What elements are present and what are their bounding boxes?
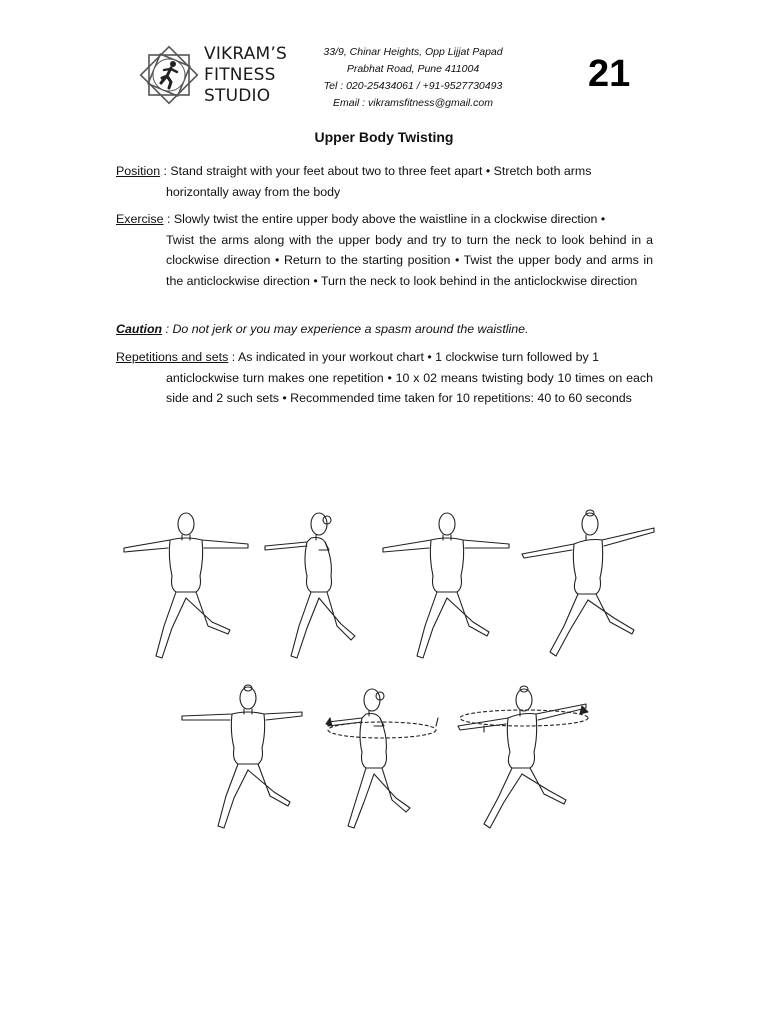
exercise-illustration-row-2 (178, 682, 594, 832)
position-label: Position (116, 164, 161, 178)
caution-label: Caution (116, 322, 163, 336)
brand-name (204, 44, 287, 107)
figure-front-standing (116, 506, 251, 661)
exercise-illustration-row-1 (116, 506, 658, 661)
caution-section (116, 319, 653, 340)
address-line-1: 33/9, Chinar Heights, Opp Lijjat Papad (323, 46, 503, 58)
repetitions-label: Repetitions and sets (116, 350, 229, 364)
caution-text: : Do not jerk or you may experience a spasm around the waistline. (162, 322, 529, 336)
email: Email : vikramsfitness@gmail.com (332, 97, 494, 109)
repetitions-sep: : (228, 350, 238, 364)
runner-logo-icon (136, 42, 202, 108)
figure-twist-clockwise (261, 506, 373, 661)
brand-line-1: VIKRAM’S (204, 44, 288, 64)
position-section (116, 161, 653, 202)
repetitions-section (116, 347, 653, 409)
studio-address (318, 44, 508, 112)
telephone: Tel : 020-25434061 / +91-9527730493 (323, 80, 503, 92)
exercise-sep: : (163, 212, 174, 226)
figure-return-center (379, 506, 514, 661)
repetitions-text: anticlockwise turn makes one repetition • 10 x 02 means twisting body 10 times on each side and 2 such sets • Recommended time taken for 10 repetitions: 40 to 60 seconds (166, 370, 653, 405)
repetitions-line1: As indicated in your workout chart • 1 clockwise turn followed by 1 (237, 350, 600, 364)
exercise-text: Twist the arms along with the upper body and try to turn the neck to look behind in a clockwise direction • Return to the starting position • Twist the upper body and arms in the anticlockwise direction • Turn the neck to look behind in the anticlockwise direction (166, 232, 653, 288)
figure-twist-anticlockwise (518, 506, 658, 661)
page-title: Upper Body Twisting (314, 129, 454, 145)
position-text: horizontally away from the body (166, 184, 341, 199)
exercise-section (116, 209, 653, 291)
studio-logo (134, 40, 286, 110)
exercise-line1: Slowly twist the entire upper body above the waistline in a clockwise direction • (173, 212, 606, 226)
page-number: 21 (588, 53, 631, 95)
figure-front-standing-2 (178, 682, 306, 832)
address-line-2: Prabhat Road, Pune 411004 (346, 63, 480, 75)
exercise-label: Exercise (116, 212, 164, 226)
figure-twist-with-arrow-anticlockwise (454, 682, 594, 832)
brand-line-2: FITNESS (204, 65, 276, 85)
position-sep: : (160, 164, 171, 178)
position-line1: Stand straight with your feet about two to three feet apart • Stretch both arms (170, 164, 592, 178)
brand-line-3: STUDIO (204, 86, 271, 106)
figure-twist-with-arrow-clockwise (320, 682, 446, 832)
